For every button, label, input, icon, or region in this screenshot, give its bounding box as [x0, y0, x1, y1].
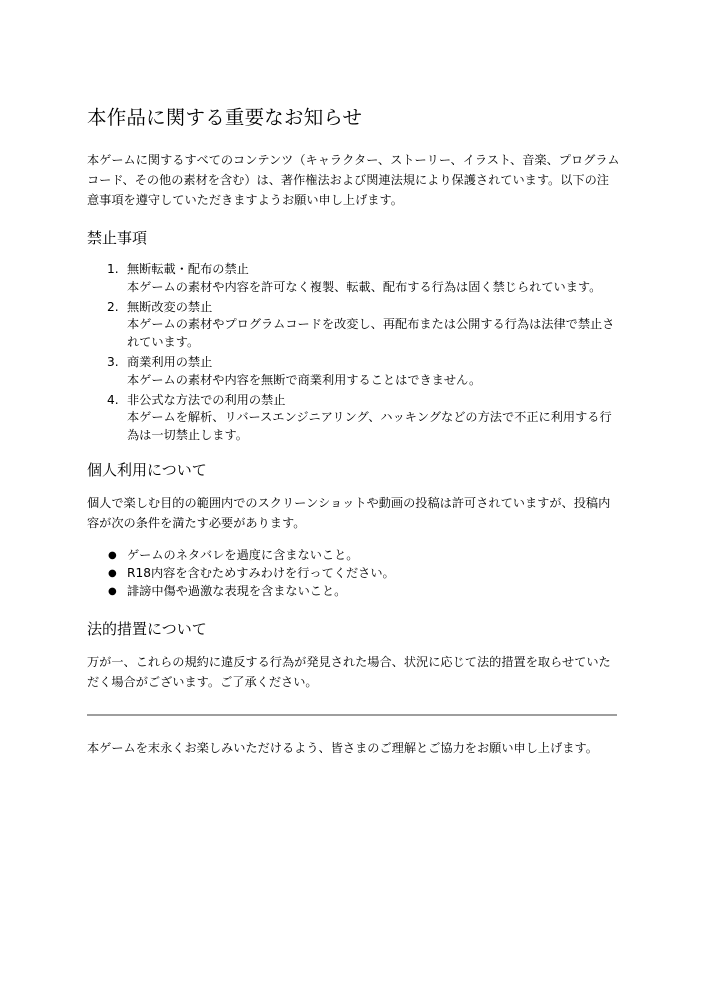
personal-use-heading: 個人利用について [87, 461, 207, 480]
list-item-description: 本ゲームの素材や内容を許可なく複製、転載、配布する行為は固く禁じられています。 [127, 279, 602, 294]
list-item-number: 2. [107, 299, 119, 314]
list-item-text: 誹謗中傷や過激な表現を含まないこと。 [127, 584, 347, 599]
list-item [87, 565, 620, 583]
list-item-title: 無断改変の禁止 [127, 299, 213, 314]
list-item-number: 3. [107, 354, 119, 369]
intro-paragraph: 本ゲームに関するすべてのコンテンツ（キャラクター、ストーリー、イラスト、音楽、プログラムコード、その他の素材を含む）は、著作権法および関連法規により保護されています。以下の注意事項を遵守していただきますようお願い申し上げます。 [87, 153, 620, 207]
personal-use-paragraph: 個人で楽しむ目的の範囲内でのスクリーンショットや動画の投稿は許可されていますが、投稿内容が次の条件を満たす必要があります。 [87, 496, 611, 531]
list-item [87, 392, 620, 445]
legal-action-heading: 法的措置について [87, 619, 207, 638]
bullet-icon: ● [108, 586, 117, 598]
list-item [87, 354, 620, 389]
legal-action-paragraph: 万が一、これらの規約に違反する行為が発見された場合、状況に応じて法的措置を取らせていただく場合がございます。ご了承ください。 [87, 654, 611, 689]
list-item-text: ゲームのネタバレを過度に含まないこと。 [127, 548, 359, 563]
bullet-icon: ● [108, 568, 117, 580]
list-item-description: 本ゲームの素材やプログラムコードを改変し、再配布または公開する行為は法律で禁止されています。 [127, 317, 615, 349]
divider [87, 714, 617, 716]
prohibited-heading: 禁止事項 [87, 229, 148, 247]
list-item-title: 非公式な方法での利用の禁止 [127, 392, 286, 407]
prohibited-list [87, 261, 620, 444]
list-item-number: 1. [107, 262, 119, 276]
list-item [87, 261, 620, 296]
list-item-description: 本ゲームの素材や内容を無断で商業利用することはできません。 [127, 372, 482, 387]
bullet-icon: ● [108, 550, 117, 562]
list-item [87, 547, 620, 565]
list-item-text: R18内容を含むためすみわけを行ってください。 [127, 566, 395, 581]
closing-paragraph: 本ゲームを末永くお楽しみいただけるよう、皆さまのご理解とご協力をお願い申し上げます。 [87, 740, 598, 755]
document-content [87, 104, 620, 758]
page-title: 本作品に関する重要なお知らせ [87, 106, 363, 129]
condition-list [87, 547, 620, 601]
list-item-title: 商業利用の禁止 [127, 354, 213, 369]
list-item [87, 299, 620, 352]
list-item [87, 583, 620, 601]
list-item-title: 無断転載・配布の禁止 [127, 262, 249, 276]
list-item-description: 本ゲームを解析、リバースエンジニアリング、ハッキングなどの方法で不正に利用する行為は一切禁止します。 [127, 410, 612, 442]
list-item-number: 4. [107, 392, 119, 407]
